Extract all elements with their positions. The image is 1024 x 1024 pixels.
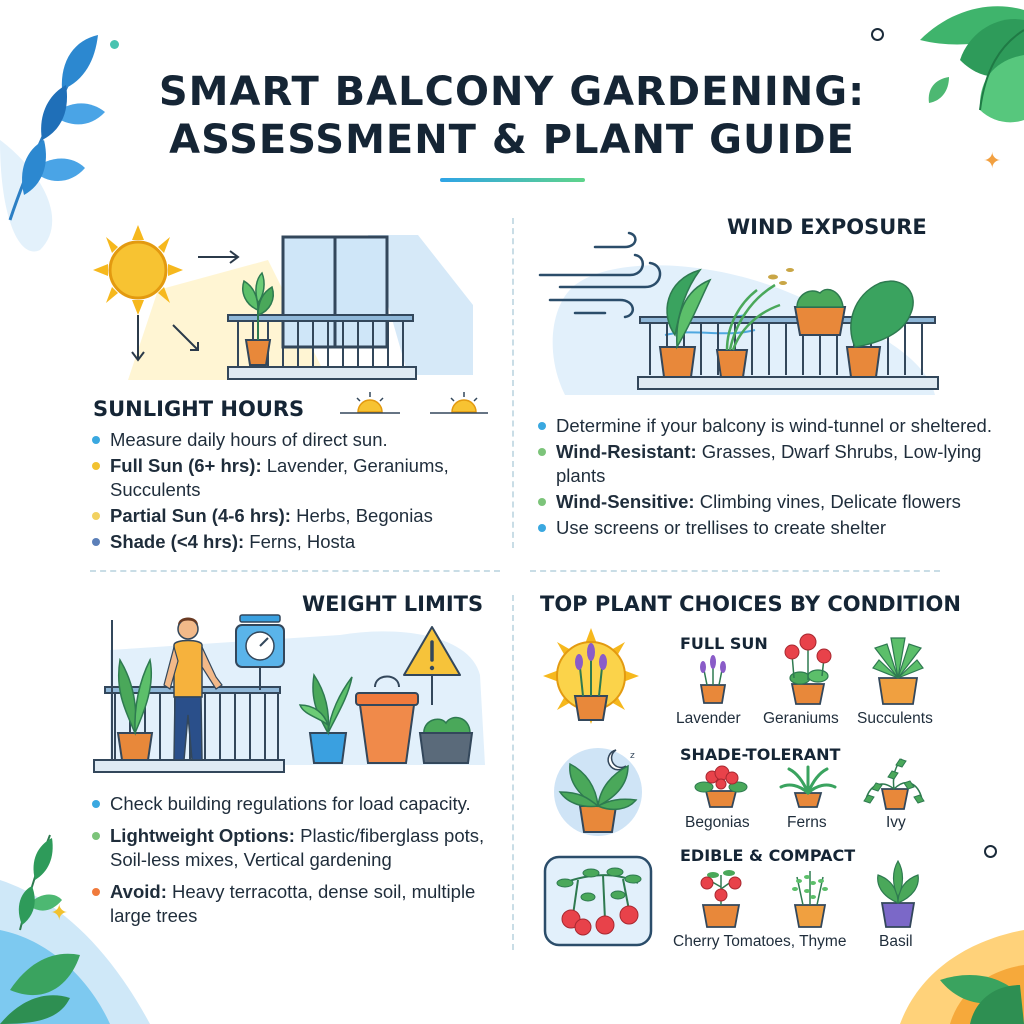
weight-illustration <box>90 605 490 780</box>
page-title-line-2: ASSESSMENT & PLANT GUIDE <box>169 117 855 163</box>
list-item: Measure daily hours of direct sun. <box>90 428 500 452</box>
sparkle-ring-icon <box>984 845 997 858</box>
bullet-dot-icon <box>538 524 546 532</box>
planter-box-icon <box>420 718 472 763</box>
plant-label-lavender: Lavender <box>676 710 741 727</box>
divider-vertical <box>512 595 514 950</box>
list-item: Avoid: Heavy terracotta, dense soil, multiple large trees <box>90 880 510 928</box>
section-title-sunlight: SUNLIGHT HOURS <box>93 397 305 421</box>
plant-label-succulents: Succulents <box>857 710 933 727</box>
sunlight-bullet-list <box>90 428 500 556</box>
plant-label-ivy: Ivy <box>886 814 906 831</box>
hanging-planter-icon <box>795 289 845 335</box>
bullet-dot-icon <box>92 436 100 444</box>
section-title-weight: WEIGHT LIMITS <box>302 592 484 616</box>
list-item: Wind-Resistant: Grasses, Dwarf Shrubs, Low-lying plants <box>536 440 1001 488</box>
bullet-dot-icon <box>538 448 546 456</box>
bullet-dot-icon <box>92 888 100 896</box>
plant-label-begonias: Begonias <box>685 814 750 831</box>
sunlight-illustration <box>88 215 488 385</box>
plant-label-geraniums: Geraniums <box>763 710 839 727</box>
begonias-icon <box>694 765 748 809</box>
thyme-icon <box>785 867 835 929</box>
sparkle-dot-icon <box>110 40 119 49</box>
bullet-dot-icon <box>538 422 546 430</box>
lavender-icon <box>693 655 733 705</box>
bullet-dot-icon <box>92 462 100 470</box>
ivy-icon <box>862 755 926 811</box>
bullet-dot-icon <box>538 498 546 506</box>
geraniums-icon <box>778 632 838 706</box>
list-item: Partial Sun (4-6 hrs): Herbs, Begonias <box>90 504 500 528</box>
bullet-dot-icon <box>92 512 100 520</box>
list-item: Wind-Sensitive: Climbing vines, Delicate flowers <box>536 490 1001 514</box>
title-underline <box>440 178 585 182</box>
wind-illustration <box>535 225 945 400</box>
sparkle-star-icon: ✦ <box>983 148 1002 173</box>
section-title-plants: TOP PLANT CHOICES BY CONDITION <box>540 592 961 616</box>
weight-bullet-list <box>90 792 510 930</box>
list-item: Check building regulations for load capacity. <box>90 792 510 816</box>
section-title-wind: WIND EXPOSURE <box>727 215 927 239</box>
divider-vertical <box>512 218 514 548</box>
list-item: Shade (<4 hrs): Ferns, Hosta <box>90 530 500 554</box>
list-item: Use screens or trellises to create shelter <box>536 516 1001 540</box>
group-title-edible-compact: EDIBLE & COMPACT <box>680 846 856 865</box>
group-title-full-sun: FULL SUN <box>680 634 768 653</box>
cherry-tomatoes-icon <box>693 867 749 929</box>
page-title-line-1: SMART BALCONY GARDENING: <box>158 69 866 115</box>
list-item: Determine if your balcony is wind-tunnel or sheltered. <box>536 414 1001 438</box>
shade-plant-icon <box>540 742 658 836</box>
sparkle-ring-icon <box>871 28 884 41</box>
sparkle-star-icon: ✦ <box>50 900 69 925</box>
bullet-dot-icon <box>92 832 100 840</box>
ferns-icon <box>779 765 837 809</box>
svg-text:z: z <box>630 751 635 761</box>
wind-bullet-list <box>536 414 1001 542</box>
bullet-dot-icon <box>92 800 100 808</box>
lavender-sun-icon <box>543 628 639 728</box>
list-item: Full Sun (6+ hrs): Lavender, Geraniums, Succulents <box>90 454 500 502</box>
basil-icon <box>870 857 926 929</box>
plant-label-basil: Basil <box>879 933 913 950</box>
bullet-dot-icon <box>92 538 100 546</box>
tomato-vine-icon <box>543 855 653 947</box>
divider-horizontal <box>90 570 500 572</box>
divider-horizontal <box>530 570 940 572</box>
plant-label-ferns: Ferns <box>787 814 827 831</box>
group-title-shade-tolerant: SHADE-TOLERANT <box>680 745 841 764</box>
list-item: Lightweight Options: Plastic/fiberglass pots, Soil-less mixes, Vertical gardening <box>90 824 510 872</box>
sunrise-icon <box>340 390 490 420</box>
plant-label-cherry-tomatoes-thyme: Cherry Tomatoes, Thyme <box>673 933 847 950</box>
succulents-icon <box>871 634 925 706</box>
